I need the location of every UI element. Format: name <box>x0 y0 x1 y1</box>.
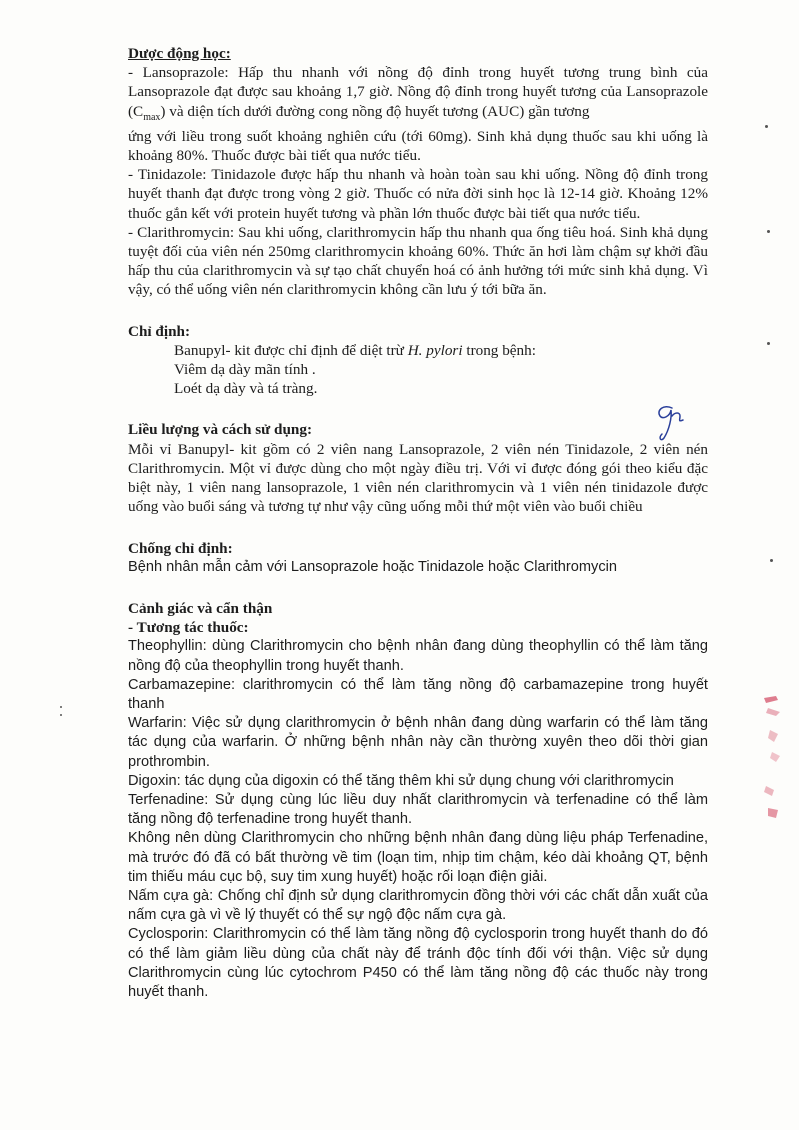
lansoprazole-paragraph <box>128 63 708 127</box>
margin-speck <box>767 342 770 345</box>
interaction-digoxin: Digoxin: tác dụng của digoxin có thể tăng thêm khi sử dụng chung với clarithromycin <box>128 772 674 789</box>
lansoprazole-text-b: ) và diện tích dưới đường cong nồng độ huyết tương (AUC) gần tương <box>160 102 590 120</box>
contraindications-heading: Chống chỉ định: <box>128 539 233 557</box>
interaction-list <box>128 637 708 1002</box>
interaction-terfenadine: Terfenadine: Sử dụng cùng lúc liều duy nhất clarithromycin và terfenadine có thể làm tăng nồng độ terfenadine trong huyết thanh. <box>128 791 708 828</box>
contraindications-paragraph: Bệnh nhân mẫn cảm với Lansoprazole hoặc Tinidazole hoặc Clarithromycin <box>128 558 617 575</box>
document-body <box>128 44 708 1002</box>
precautions-heading: Cảnh giác và cẩn thận <box>128 599 273 617</box>
interaction-cyclosporin: Cyclosporin: Clarithromycin có thể làm tăng nồng độ cyclosporin trong huyết thanh do đó có thể làm giảm liều dùng của chất này để tránh độc tính đối với thận. Việc sử dụng Clarithromycin cùng lúc cytochrom P450 có thể làm tăng nồng độ các thuốc này trong huyết thanh. <box>128 926 708 1000</box>
indications-intro-tail: trong bệnh: <box>462 341 536 359</box>
margin-speck <box>60 706 62 708</box>
dosage-heading: Liều lượng và cách sử dụng: <box>128 421 313 439</box>
clarithromycin-paragraph: - Clarithromycin: Sau khi uống, clarithromycin hấp thu nhanh qua ống tiêu hoá. Sinh khả dụng tuyệt đối của viên nén 250mg clarithromycin khoảng 60%. Thức ăn hơi làm chậm sự khởi đầu hấp thu của clarithromycin và sự tạo chất chuyển hoá có ảnh hưởng tới mức sinh khả dụng. Vì vậy, có thể uống viên nén clarithromycin không cần lưu ý tới bữa ăn. <box>128 223 708 299</box>
interaction-ergot: Nấm cựa gà: Chống chỉ định sử dụng clarithromycin đồng thời với các chất dẫn xuất của nấm cựa gà vì về lý thuyết có thể sự ngộ độc nấm cựa gà. <box>128 887 708 924</box>
tinidazole-paragraph: - Tinidazole: Tinidazole được hấp thu nhanh và hoàn toàn sau khi uống. Nồng độ đỉnh trong huyết thanh đạt được trong vòng 2 giờ. Thuốc có nửa đời sinh học là 12-14 giờ. Khoảng 12% thuốc gắn kết với protein huyết tương và phần lớn thuốc được bài tiết qua nước tiểu. <box>128 166 708 222</box>
dosage-paragraph: Mỗi vỉ Banupyl- kit gồm có 2 viên nang Lansoprazole, 2 viên nén Tinidazole, 2 viên nén Clarithromycin. Một vỉ được dùng cho một ngày điều trị. Với vỉ được đóng gói theo kiểu đặc biệt này, 1 viên nang lansoprazole, 1 viên nén clarithromycin và 1 viên nén tinidazole được uống vào buổi sáng và tương tự như vậy cũng uống mỗi thứ một viên vào buổi chiều <box>128 440 708 516</box>
interaction-terfenadine-warning: Không nên dùng Clarithromycin cho những bệnh nhân đang dùng liệu pháp Terfenadine, mà trước đó đã có bất thường về tim (loạn tim, nhịp tim chậm, kéo dài khoảng QT, bệnh tim thiếu máu cục bộ, suy tim xung huyết) hoặc rối loạn điện giải. <box>128 830 708 885</box>
drug-interactions-subheading: - Tương tác thuốc: <box>128 619 249 637</box>
margin-speck <box>765 125 768 128</box>
h-pylori-italic: H. pylori <box>407 341 463 359</box>
interaction-warfarin: Warfarin: Việc sử dụng clarithromycin ở bệnh nhân đang dùng warfarin có thể làm tăng tác dụng của warfarin. Ở những bệnh nhân này cần thường xuyên theo dõi thời gian prothrombin. <box>128 715 708 770</box>
pharmacokinetics-heading: Dược động học: <box>128 45 231 62</box>
indication-item: Viêm dạ dày mãn tính . <box>174 361 316 379</box>
indications-heading: Chỉ định: <box>128 322 191 340</box>
indication-item: Loét dạ dày và tá tràng. <box>174 380 318 398</box>
lansoprazole-paragraph-cont: ứng với liều trong suốt khoảng nghiên cứu (tới 60mg). Sinh khả dụng thuốc sau khi uống là khoảng 80%. Thuốc được bài tiết qua nước tiểu. <box>128 127 708 165</box>
margin-speck <box>770 559 773 562</box>
cmax-subscript: max <box>143 111 161 123</box>
margin-speck <box>767 230 770 233</box>
interaction-carbamazepine: Carbamazepine: clarithromycin có thể làm tăng nồng độ carbamazepine trong huyết thanh <box>128 676 708 712</box>
indications-intro-text: Banupyl- kit được chỉ định để diệt trừ <box>174 341 408 359</box>
indications-intro <box>128 341 708 360</box>
margin-speck <box>60 714 62 716</box>
interaction-theophyllin: Theophyllin: dùng Clarithromycin cho bệnh nhân đang dùng theophyllin có thể làm tăng nồng độ của theophyllin trong huyết thanh. <box>128 638 708 674</box>
handwritten-signature <box>650 400 690 442</box>
lansoprazole-text-a: - Lansoprazole: Hấp thu nhanh với nồng độ đỉnh trong huyết tương trung bình của Lansoprazole đạt được sau khoảng 1,7 giờ. Nồng độ đỉnh trong huyết tương của Lansoprazole (C <box>128 64 708 120</box>
red-stamp-fragment <box>754 690 794 830</box>
